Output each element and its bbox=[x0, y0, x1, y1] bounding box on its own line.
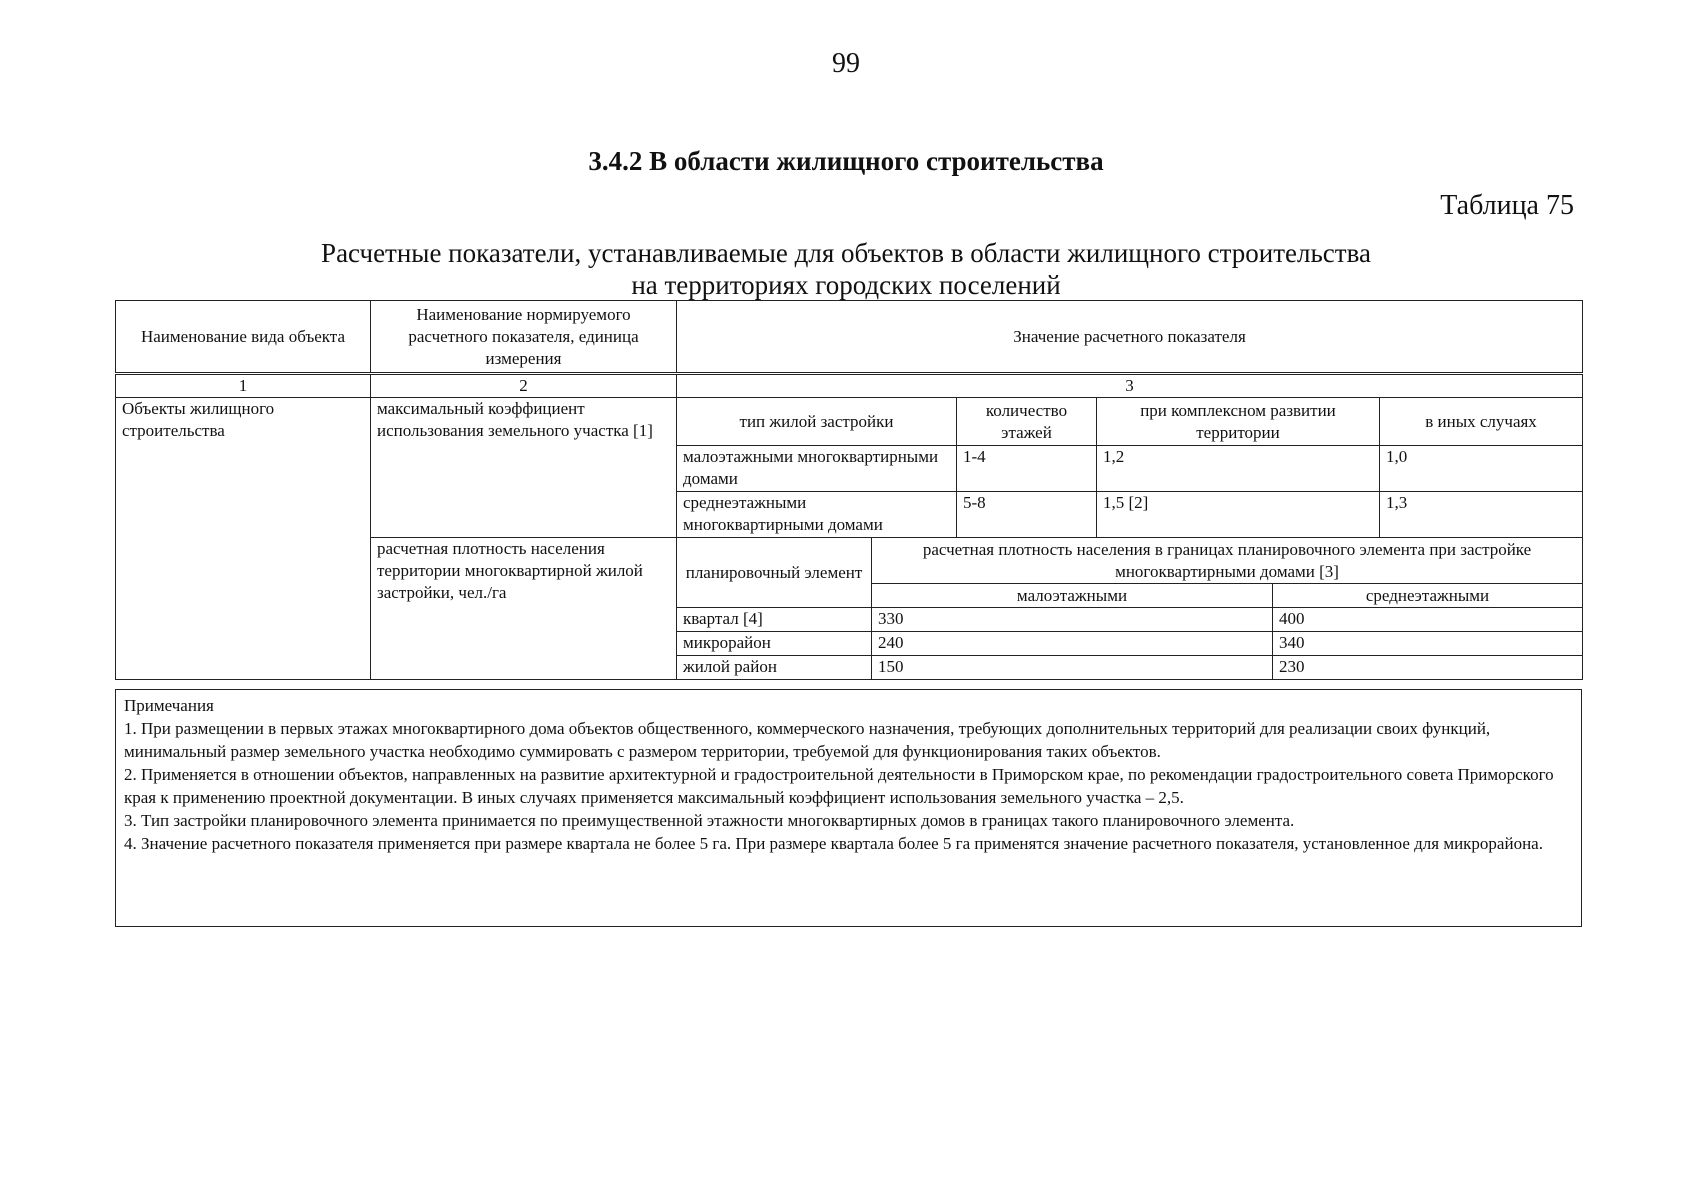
planning-element-cell: микрорайон bbox=[677, 632, 872, 656]
header-building-type: тип жилой застройки bbox=[677, 398, 957, 446]
notes-title: Примечания bbox=[124, 696, 214, 715]
table-row bbox=[116, 398, 1583, 446]
column-number: 1 bbox=[116, 374, 371, 398]
notes-box bbox=[115, 689, 1582, 927]
column-number: 3 bbox=[677, 374, 1583, 398]
header-indicator-value: Значение расчетного показателя bbox=[677, 301, 1583, 374]
header-floors: количество этажей bbox=[957, 398, 1097, 446]
column-number: 2 bbox=[371, 374, 677, 398]
note-item: 3. Тип застройки планировочного элемента принимается по преимущественной этажности многоквартирных домов в границах такого планировочного элемента. bbox=[124, 811, 1295, 830]
table-caption-line: Расчетные показатели, устанавливаемые для объектов в области жилищного строительства bbox=[321, 238, 1371, 268]
other-value-cell: 1,0 bbox=[1380, 446, 1583, 492]
indicators-table bbox=[115, 300, 1583, 680]
planning-element-cell: жилой район bbox=[677, 656, 872, 680]
floors-cell: 5-8 bbox=[957, 492, 1097, 538]
note-item: 2. Применяется в отношении объектов, направленных на развитие архитектурной и градостроительной деятельности в Приморском крае, по рекомендации градостроительного совета Приморского края к применению проектной документации. В иных случаях применяется максимальный коэффициент использования земельного участка – 2,5. bbox=[124, 765, 1554, 807]
header-indicator-name: Наименование нормируемого расчетного показателя, единица измерения bbox=[371, 301, 677, 374]
table-caption bbox=[0, 237, 1692, 301]
other-value-cell: 1,3 bbox=[1380, 492, 1583, 538]
complex-value-cell: 1,5 [2] bbox=[1097, 492, 1380, 538]
header-low-rise: малоэтажными bbox=[872, 584, 1273, 608]
page-number: 99 bbox=[832, 48, 860, 79]
indicator-name-cell: расчетная плотность населения территории многоквартирной жилой застройки, чел./га bbox=[371, 538, 677, 680]
mid-rise-value-cell: 230 bbox=[1273, 656, 1583, 680]
column-number-row bbox=[116, 374, 1583, 398]
table-label: Таблица 75 bbox=[1440, 190, 1574, 221]
section-heading: 3.4.2 В области жилищного строительства bbox=[588, 146, 1104, 176]
table-caption-line: на территориях городских поселений bbox=[631, 270, 1061, 300]
header-complex-development: при комплексном развитии территории bbox=[1097, 398, 1380, 446]
header-other-cases: в иных случаях bbox=[1380, 398, 1583, 446]
planning-element-cell: квартал [4] bbox=[677, 608, 872, 632]
mid-rise-value-cell: 340 bbox=[1273, 632, 1583, 656]
table-header-row bbox=[116, 301, 1583, 374]
note-item: 4. Значение расчетного показателя применяется при размере квартала не более 5 га. При размере квартала более 5 га применятся значение расчетного показателя, установленное для микрорайона. bbox=[124, 834, 1543, 853]
header-mid-rise: среднеэтажными bbox=[1273, 584, 1583, 608]
indicator-name-cell: максимальный коэффициент использования земельного участка [1] bbox=[371, 398, 677, 538]
object-name-cell: Объекты жилищного строительства bbox=[116, 398, 371, 680]
low-rise-value-cell: 150 bbox=[872, 656, 1273, 680]
low-rise-value-cell: 240 bbox=[872, 632, 1273, 656]
floors-cell: 1-4 bbox=[957, 446, 1097, 492]
note-item: 1. При размещении в первых этажах многоквартирного дома объектов общественного, коммерческого назначения, требующих дополнительных территорий для реализации своих функций, минимальный размер земельного участка необходимо суммировать с размером территории, требуемой для функционирования таких объектов. bbox=[124, 719, 1491, 761]
header-object-type: Наименование вида объекта bbox=[116, 301, 371, 374]
low-rise-value-cell: 330 bbox=[872, 608, 1273, 632]
header-planning-element: планировочный элемент bbox=[677, 538, 872, 608]
building-type-cell: малоэтажными многоквартирными домами bbox=[677, 446, 957, 492]
complex-value-cell: 1,2 bbox=[1097, 446, 1380, 492]
header-density: расчетная плотность населения в границах планировочного элемента при застройке многоквартирными домами [3] bbox=[872, 538, 1583, 584]
mid-rise-value-cell: 400 bbox=[1273, 608, 1583, 632]
building-type-cell: среднеэтажными многоквартирными домами bbox=[677, 492, 957, 538]
